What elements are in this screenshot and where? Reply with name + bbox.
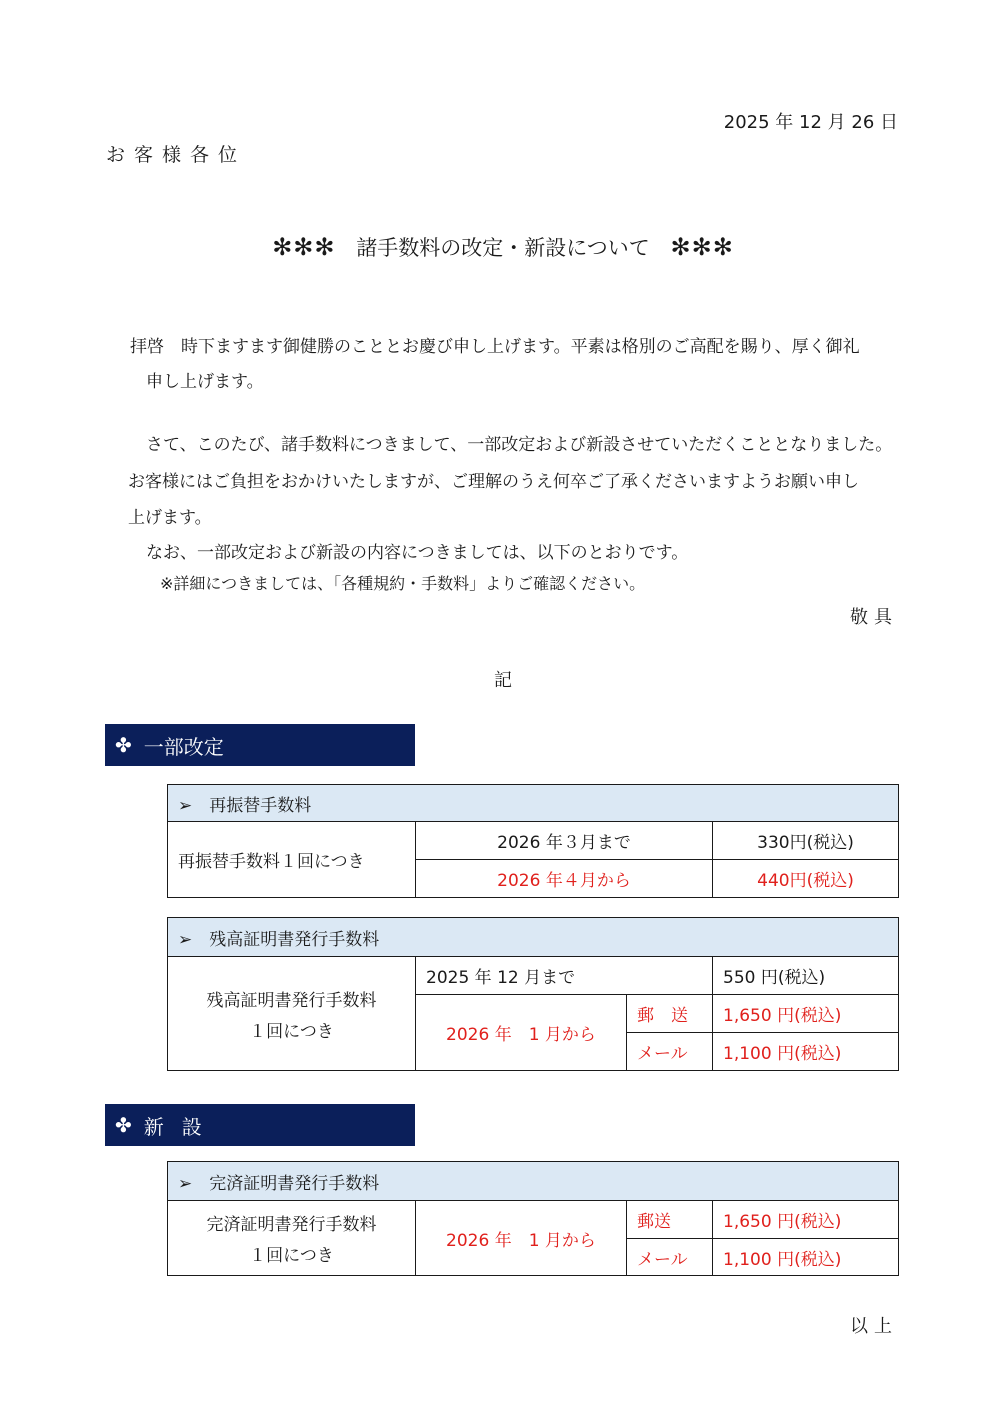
contents-line: なお、一部改定および新設の内容につきましては、以下のとおりです。 [146,543,689,563]
balance-new-period: 2026 年 1 月から [416,995,627,1071]
completion-price-mail: 1,100 円(税込) [713,1239,899,1276]
title-stars-left: ✻✻✻ [272,233,336,261]
retransfer-table-header: ➢ 再振替手数料 [168,785,899,822]
balance-price-mail: 1,100 円(税込) [713,1033,899,1071]
page-title [0,232,1006,262]
title-text: 諸手数料の改定・新設について [356,236,650,260]
balance-old-price: 550 円(税込) [713,957,899,995]
clover-icon: ✤ [115,733,132,757]
retransfer-old-period: 2026 年３月まで [416,822,713,860]
notice-line-1: さて、このたび、諸手数料につきまして、一部改定および新設させていただくこととなりました。 [146,435,893,455]
notice-line-3: 上げます。 [128,508,212,528]
balance-item-line-2: １回につき [249,1021,334,1042]
section-revision [105,724,415,766]
completion-certificate-fee-table [167,1161,899,1276]
completion-method-mail: メール [627,1239,713,1276]
retransfer-item: 再振替手数料１回につき [168,822,416,898]
notice-line-2: お客様にはご負担をおかけいたしますが、ご理解のうえ何卒ご了承くださいますようお願い申し [128,472,859,492]
retransfer-new-period: 2026 年４月から [416,860,713,898]
balance-old-period: 2025 年 12 月まで [416,957,713,995]
balance-price-post: 1,650 円(税込) [713,995,899,1033]
balance-item-line-1: 残高証明書発行手数料 [206,990,377,1011]
completion-item-line-1: 完済証明書発行手数料 [206,1215,377,1235]
completion-item [168,1201,416,1276]
ki-mark: 記 [494,670,512,691]
retransfer-fee-table [167,784,899,898]
completion-period: 2026 年 1 月から [416,1201,627,1276]
clover-icon: ✤ [115,1113,132,1137]
balance-item [168,957,416,1071]
balance-table-header: ➢ 残高証明書発行手数料 [168,918,899,957]
document-date: 2025 年 12 月 26 日 [723,112,898,133]
balance-certificate-fee-table [167,917,899,1071]
closing-keigu: 敬具 [850,607,898,628]
greeting-line-1: 拝啓 時下ますます御健勝のこととお慶び申し上げます。平素は格別のご高配を賜り、厚く御礼 [130,337,860,357]
title-stars-right: ✻✻✻ [670,233,734,261]
details-note: ※詳細につきましては、「各種規約・手数料」よりご確認ください。 [160,574,646,593]
completion-price-post: 1,650 円(税込) [713,1201,899,1239]
closing-ijou: 以上 [850,1316,898,1337]
completion-method-post: 郵送 [627,1201,713,1239]
retransfer-new-price: 440円(税込) [713,860,899,898]
balance-method-mail: メール [627,1033,713,1071]
section-new [105,1104,415,1146]
section-new-label: 新設 [143,1114,220,1139]
balance-method-post: 郵 送 [627,995,713,1033]
section-revision-label: 一部改定 [143,734,224,759]
addressee: お客様各位 [106,144,247,166]
retransfer-old-price: 330円(税込) [713,822,899,860]
completion-table-header: ➢ 完済証明書発行手数料 [168,1162,899,1201]
completion-item-line-2: １回につき [249,1246,334,1266]
greeting-line-2: 申し上げます。 [146,372,264,392]
